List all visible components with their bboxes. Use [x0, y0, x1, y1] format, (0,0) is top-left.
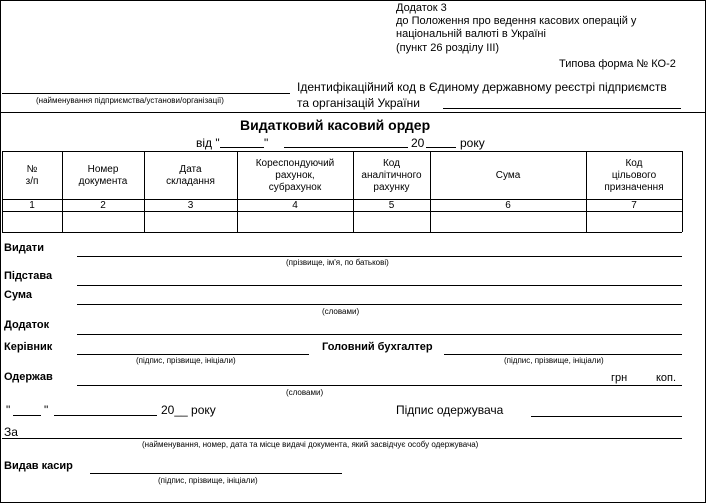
annex-line-2: до Положення про ведення касових операцій у [396, 15, 637, 27]
table-data-cell[interactable] [238, 212, 353, 232]
za-caption: (найменування, номер, дата та місце видачі документа, який засвідчує особу одержувача) [142, 440, 479, 449]
pidpys-oderzhuvacha-line[interactable] [531, 416, 682, 417]
table-header-cell: Код цільового призначення [604, 157, 664, 193]
table-number-cell: 7 [631, 200, 637, 211]
table-number-cell: 2 [100, 200, 106, 211]
date-month-line[interactable] [284, 147, 408, 148]
sig-date-year: 20__ року [161, 403, 216, 417]
dodatok-line[interactable] [77, 334, 682, 335]
za-label: За [4, 425, 18, 439]
za-line[interactable] [2, 438, 682, 439]
org-line[interactable] [2, 93, 290, 94]
table-data-cell[interactable] [354, 212, 430, 232]
hrn-label: грн [611, 372, 628, 384]
table-data-cell[interactable] [145, 212, 237, 232]
ident-line-1: Ідентифікаційний код в Єдиному державному реєстрі підприємств [297, 80, 667, 94]
date-year-line[interactable] [426, 147, 456, 148]
kerivnyk-line[interactable] [77, 354, 309, 355]
pidstava-line[interactable] [77, 285, 682, 286]
page-title: Видатковий касовий ордер [240, 117, 431, 133]
oderzhav-label: Одержав [4, 371, 53, 383]
table-header-cell: Код аналітичного рахунку [361, 157, 422, 193]
ident-code-line[interactable] [443, 108, 681, 109]
table-header-cell: Сума [495, 169, 521, 181]
header-separator [0, 112, 706, 113]
table-col-line [682, 151, 683, 232]
table-header-cell: Кореспондуючий рахунок, субрахунок [255, 157, 335, 193]
kasyr-line[interactable] [90, 473, 342, 474]
dodatok-label: Додаток [4, 319, 50, 331]
table-header-cell: Дата складання [166, 163, 215, 187]
pidpys-oderzhuvacha-label: Підпис одержувача [396, 403, 504, 417]
vydaty-label: Видати [4, 242, 44, 254]
date-mid: " [264, 136, 269, 150]
date-year-suffix: року [460, 136, 485, 150]
table-number-cell: 4 [292, 200, 298, 211]
pidstava-label: Підстава [4, 270, 53, 282]
sig-date-quote-close: " [44, 403, 49, 417]
date-day-line[interactable] [220, 147, 264, 148]
table-data-cell[interactable] [63, 212, 144, 232]
table-number-cell: 3 [187, 200, 194, 211]
suma-line[interactable] [77, 304, 682, 305]
form-type: Типова форма № КО-2 [559, 58, 676, 70]
kasyr-label: Видав касир [4, 460, 73, 472]
annex-line-1: Додаток 3 [396, 2, 447, 14]
table-number-cell: 5 [388, 200, 395, 211]
kasyr-caption: (підпис, прізвище, ініціали) [158, 476, 258, 485]
vydaty-caption: (прізвище, ім'я, по батькові) [286, 258, 389, 267]
golovnyi-line[interactable] [444, 354, 682, 355]
table-number-cell: 1 [29, 200, 35, 211]
annex-line-3: національній валюті в Україні [396, 28, 546, 40]
kerivnyk-label: Керівник [4, 341, 53, 353]
table-border-bottom [2, 232, 682, 233]
golovnyi-caption: (підпис, прізвище, ініціали) [504, 356, 604, 365]
suma-label: Сума [4, 289, 33, 301]
table-data-cell[interactable] [431, 212, 586, 232]
table-data-cell[interactable] [3, 212, 62, 232]
date-year-prefix: 20 [411, 136, 425, 150]
table-header-cell: № з/п [25, 163, 39, 187]
annex-line-4: (пункт 26 розділу ІІІ) [396, 42, 500, 54]
table-number-cell: 6 [505, 200, 511, 211]
sig-date-month-line[interactable] [54, 415, 157, 416]
kop-label: коп. [656, 372, 677, 384]
table-header-cell: Номер документа [78, 163, 128, 187]
org-caption: (найменування підприємства/установи/організації) [36, 96, 224, 105]
sig-date-quote-open: " [6, 403, 11, 417]
oderzhav-caption: (словами) [286, 388, 324, 397]
suma-caption: (словами) [322, 307, 360, 316]
sig-date-day-line[interactable] [13, 415, 41, 416]
ident-line-2: та організацій України [297, 96, 420, 110]
oderzhav-line[interactable] [77, 385, 682, 386]
date-prefix: від " [196, 136, 220, 150]
kerivnyk-caption: (підпис, прізвище, ініціали) [136, 356, 236, 365]
table-data-cell[interactable] [587, 212, 682, 232]
vydaty-line[interactable] [77, 256, 682, 257]
golovnyi-label: Головний бухгалтер [322, 341, 433, 353]
